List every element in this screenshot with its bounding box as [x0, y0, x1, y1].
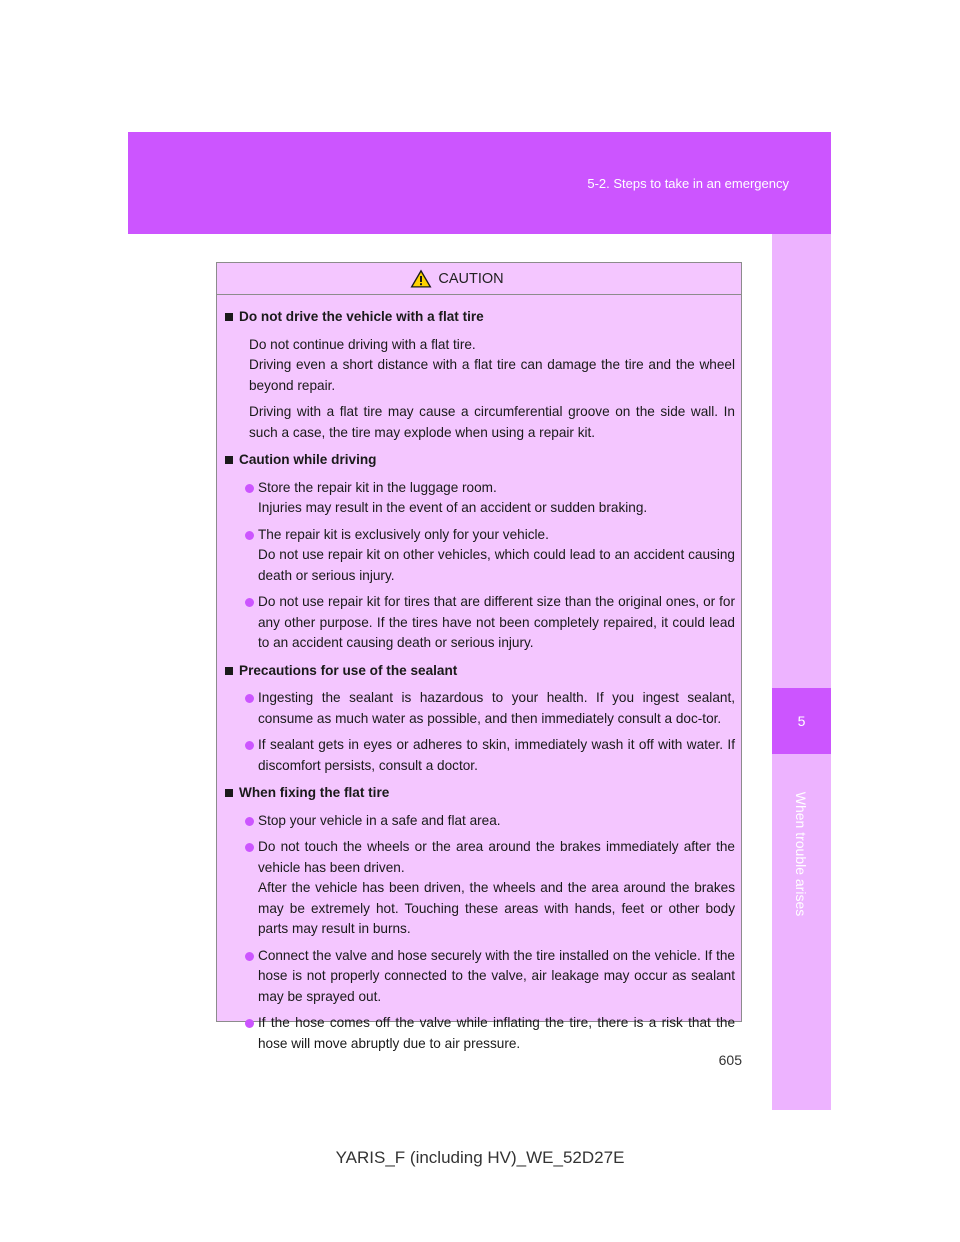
chapter-title: When trouble arises: [793, 791, 809, 917]
square-bullet-icon: [225, 313, 233, 321]
bullet-item: [225, 478, 735, 519]
caution-section: [225, 783, 735, 1054]
caution-paragraph: [225, 402, 735, 443]
caution-section: [225, 661, 735, 777]
section-heading: [225, 307, 735, 328]
circle-bullet-icon: [245, 484, 254, 493]
chapter-side-tab: [772, 234, 831, 1110]
section-heading-text: Precautions for use of the sealant: [239, 662, 458, 678]
bullet-item: [225, 811, 735, 832]
square-bullet-icon: [225, 456, 233, 464]
caution-title: CAUTION: [438, 270, 504, 287]
bullet-line: Do not use repair kit for tires that are different size than the original ones, or for any other purpose. If the tires have not been completely repaired, it could lead to an accident causing death or serious injury.: [258, 594, 735, 650]
paragraph-line: Driving with a flat tire may cause a circumferential groove on the side wall. In such a case, the tire may explode when using a repair kit.: [249, 404, 735, 440]
bullet-line: Stop your vehicle in a safe and flat area.: [258, 812, 501, 828]
bullet-line: Connect the valve and hose securely with the tire installed on the vehicle. If the hose is not properly connected to the valve, air leakage may occur as sealant may be sprayed out.: [258, 947, 735, 1004]
section-heading-text: When fixing the flat tire: [239, 785, 390, 800]
warning-triangle-icon: [410, 269, 432, 288]
bullet-line: Injuries may result in the event of an accident or sudden braking.: [258, 500, 648, 515]
circle-bullet-icon: [245, 1019, 254, 1028]
circle-bullet-icon: [245, 694, 254, 703]
caution-content: [217, 295, 741, 1054]
bullet-line: Do not use repair kit on other vehicles, which could lead to an accident causing death or serious injury.: [258, 547, 735, 583]
bullet-line: If sealant gets in eyes or adheres to skin, immediately wash it off with water. If discomfort persists, consult a doctor.: [258, 737, 735, 773]
section-heading: [225, 450, 735, 471]
circle-bullet-icon: [245, 531, 254, 540]
square-bullet-icon: [225, 667, 233, 675]
circle-bullet-icon: [245, 598, 254, 607]
square-bullet-icon: [225, 789, 233, 797]
section-label: 5-2. Steps to take in an emergency: [587, 176, 789, 191]
paragraph-line: Do not continue driving with a flat tire.: [249, 336, 476, 352]
chapter-number-block: [772, 688, 831, 754]
circle-bullet-icon: [245, 843, 254, 852]
footer-code: YARIS_F (including HV)_WE_52D27E: [335, 1148, 625, 1167]
bullet-item: [225, 837, 735, 940]
section-heading: [225, 783, 735, 804]
circle-bullet-icon: [245, 741, 254, 750]
bullet-item: [225, 946, 735, 1008]
section-heading-text: Caution while driving: [239, 452, 377, 467]
bullet-line: The repair kit is exclusively only for your vehicle.: [258, 526, 549, 542]
caution-header: [217, 263, 741, 295]
bullet-line: Store the repair kit in the luggage room.: [258, 479, 497, 495]
bullet-list: [225, 811, 735, 1055]
chapter-number: 5: [797, 713, 806, 729]
circle-bullet-icon: [245, 952, 254, 961]
bullet-item: [225, 592, 735, 654]
bullet-list: [225, 688, 735, 776]
bullet-item: [225, 735, 735, 776]
bullet-line: After the vehicle has been driven, the wheels and the area around the brakes may be extremely hot. Touching these areas with hands, feet or other body parts may result in burns.: [258, 880, 735, 936]
bullet-item: [225, 525, 735, 587]
header-band: [128, 132, 831, 234]
bullet-item: [225, 1013, 735, 1054]
section-heading: [225, 661, 735, 682]
caution-section: [225, 307, 735, 443]
bullet-item: [225, 688, 735, 729]
bullet-line: Do not touch the wheels or the area around the brakes immediately after the vehicle has been driven.: [258, 839, 735, 875]
circle-bullet-icon: [245, 817, 254, 826]
bullet-list: [225, 478, 735, 654]
caution-box: [216, 262, 742, 1051]
caution-section: [225, 450, 735, 654]
bullet-line: Ingesting the sealant is hazardous to your health. If you ingest sealant, consume as much water as possible, and then immediately consult a doc-tor.: [258, 690, 735, 726]
caution-paragraph: [225, 335, 735, 397]
page-number: 605: [718, 1052, 742, 1068]
paragraph-line: Driving even a short distance with a flat tire can damage the tire and the wheel beyond repair.: [249, 357, 735, 393]
bullet-line: If the hose comes off the valve while inflating the tire, there is a risk that the hose will move abruptly due to air pressure.: [258, 1015, 735, 1051]
section-heading-text: Do not drive the vehicle with a flat tire: [239, 309, 484, 324]
